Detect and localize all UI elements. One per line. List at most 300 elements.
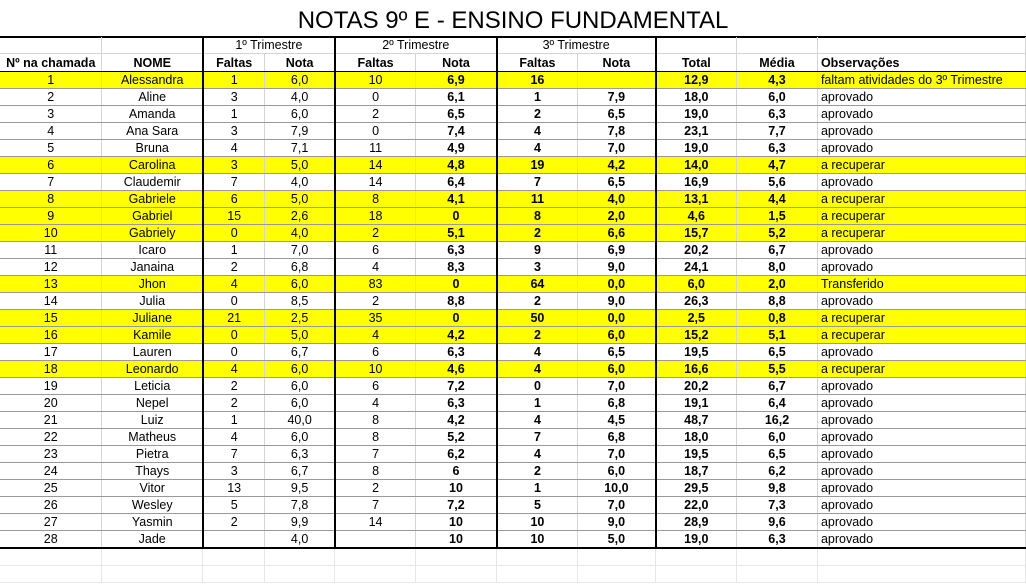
cell-observacoes: aprovado [817,174,1025,191]
header-blank-cell [0,37,102,54]
cell-nota-2: 10 [416,480,497,497]
cell-faltas-2: 7 [335,446,416,463]
empty-cell [203,566,265,583]
table-row [0,293,1026,310]
cell-nota-1: 9,5 [265,480,335,497]
cell-number: 19 [0,378,102,395]
cell-faltas-2: 4 [335,259,416,276]
table-row [0,327,1026,344]
cell-observacoes: Transferido [817,276,1025,293]
table-row [0,72,1026,89]
empty-cell [265,566,335,583]
cell-nota-1: 6,7 [265,463,335,480]
cell-nota-1: 5,0 [265,191,335,208]
trimester-header-row [0,37,1026,54]
cell-observacoes: aprovado [817,123,1025,140]
cell-faltas-2: 35 [335,310,416,327]
table-row [0,157,1026,174]
cell-nota-3: 10,0 [578,480,656,497]
table-row [0,395,1026,412]
cell-number: 8 [0,191,102,208]
cell-total: 16,9 [656,174,737,191]
cell-faltas-2: 14 [335,157,416,174]
cell-faltas-3: 2 [497,327,578,344]
cell-faltas-2: 14 [335,514,416,531]
table-row [0,378,1026,395]
cell-nota-2: 4,6 [416,361,497,378]
empty-cell [102,548,203,566]
cell-name: Julia [102,293,203,310]
cell-media: 2,0 [737,276,818,293]
cell-number: 16 [0,327,102,344]
cell-nota-2: 0 [416,310,497,327]
cell-faltas-2: 8 [335,412,416,429]
cell-nota-3: 7,0 [578,446,656,463]
cell-nota-1: 6,0 [265,395,335,412]
cell-number: 13 [0,276,102,293]
cell-faltas-2: 2 [335,225,416,242]
cell-media: 5,5 [737,361,818,378]
cell-nota-1: 6,3 [265,446,335,463]
cell-faltas-3: 4 [497,361,578,378]
table-row [0,140,1026,157]
cell-nota-3 [578,72,656,89]
table-row [0,191,1026,208]
cell-name: Ana Sara [102,123,203,140]
cell-observacoes: a recuperar [817,208,1025,225]
cell-number: 9 [0,208,102,225]
cell-nota-1: 40,0 [265,412,335,429]
empty-row [0,548,1026,566]
cell-faltas-2: 2 [335,293,416,310]
cell-nota-3: 6,5 [578,344,656,361]
cell-faltas-2: 7 [335,497,416,514]
col-header-media: Média [737,54,818,72]
cell-total: 18,0 [656,429,737,446]
empty-cell [578,566,656,583]
cell-nota-1: 6,0 [265,378,335,395]
cell-faltas-3: 9 [497,242,578,259]
empty-cell [0,548,102,566]
cell-faltas-3: 2 [497,225,578,242]
cell-number: 28 [0,531,102,549]
cell-faltas-1: 0 [203,344,265,361]
empty-cell [416,548,497,566]
cell-nota-3: 6,6 [578,225,656,242]
cell-faltas-3: 19 [497,157,578,174]
table-row [0,106,1026,123]
cell-name: Lauren [102,344,203,361]
cell-name: Claudemir [102,174,203,191]
empty-cell [203,548,265,566]
cell-total: 19,0 [656,531,737,549]
cell-observacoes: aprovado [817,378,1025,395]
cell-nota-1: 6,0 [265,106,335,123]
empty-cell [416,566,497,583]
cell-name: Juliane [102,310,203,327]
cell-total: 20,2 [656,242,737,259]
cell-total: 14,0 [656,157,737,174]
cell-faltas-1: 2 [203,378,265,395]
cell-nota-3: 4,2 [578,157,656,174]
cell-nota-3: 6,5 [578,174,656,191]
cell-observacoes: aprovado [817,480,1025,497]
cell-nota-2: 6 [416,463,497,480]
cell-name: Kamile [102,327,203,344]
cell-faltas-3: 7 [497,174,578,191]
cell-name: Leticia [102,378,203,395]
cell-observacoes: aprovado [817,463,1025,480]
table-row [0,242,1026,259]
cell-name: Jade [102,531,203,549]
cell-media: 8,0 [737,259,818,276]
cell-name: Matheus [102,429,203,446]
cell-faltas-2: 10 [335,361,416,378]
cell-observacoes: a recuperar [817,361,1025,378]
table-row [0,514,1026,531]
cell-faltas-2: 0 [335,123,416,140]
cell-nota-3: 6,0 [578,327,656,344]
empty-cell [817,566,1025,583]
cell-faltas-3: 4 [497,140,578,157]
cell-faltas-1: 7 [203,446,265,463]
cell-media: 5,2 [737,225,818,242]
table-row [0,497,1026,514]
cell-number: 5 [0,140,102,157]
cell-name: Alessandra [102,72,203,89]
cell-nota-3: 6,9 [578,242,656,259]
table-row [0,463,1026,480]
cell-faltas-2: 2 [335,106,416,123]
col-header-faltas-2: Faltas [335,54,416,72]
cell-faltas-1: 13 [203,480,265,497]
cell-nota-2: 10 [416,531,497,549]
cell-faltas-3: 2 [497,106,578,123]
cell-observacoes: a recuperar [817,327,1025,344]
cell-nota-1: 4,0 [265,89,335,106]
cell-nota-2: 7,2 [416,378,497,395]
cell-observacoes: a recuperar [817,157,1025,174]
cell-nota-1: 4,0 [265,174,335,191]
cell-name: Janaina [102,259,203,276]
cell-number: 3 [0,106,102,123]
cell-observacoes: aprovado [817,344,1025,361]
cell-media: 4,3 [737,72,818,89]
empty-cell [335,566,416,583]
cell-number: 20 [0,395,102,412]
cell-observacoes: aprovado [817,293,1025,310]
cell-nota-3: 9,0 [578,293,656,310]
empty-cell [265,548,335,566]
cell-name: Gabriely [102,225,203,242]
cell-total: 19,5 [656,446,737,463]
empty-cell [737,566,818,583]
cell-nota-2: 6,1 [416,89,497,106]
cell-faltas-2 [335,531,416,549]
cell-name: Gabriele [102,191,203,208]
cell-nota-3: 2,0 [578,208,656,225]
cell-nota-2: 5,2 [416,429,497,446]
cell-total: 4,6 [656,208,737,225]
table-row [0,429,1026,446]
cell-nota-2: 6,5 [416,106,497,123]
cell-name: Amanda [102,106,203,123]
cell-media: 8,8 [737,293,818,310]
table-row [0,412,1026,429]
cell-faltas-2: 8 [335,191,416,208]
empty-cell [0,566,102,583]
cell-observacoes: a recuperar [817,225,1025,242]
cell-faltas-3: 10 [497,531,578,549]
cell-faltas-3: 1 [497,395,578,412]
col-header-nota-2: Nota [416,54,497,72]
cell-number: 27 [0,514,102,531]
cell-faltas-3: 50 [497,310,578,327]
cell-faltas-1: 1 [203,412,265,429]
cell-total: 20,2 [656,378,737,395]
cell-observacoes: aprovado [817,140,1025,157]
cell-number: 4 [0,123,102,140]
cell-faltas-2: 14 [335,174,416,191]
cell-faltas-2: 6 [335,344,416,361]
cell-nota-2: 8,8 [416,293,497,310]
cell-total: 19,0 [656,106,737,123]
cell-total: 16,6 [656,361,737,378]
cell-media: 6,3 [737,531,818,549]
cell-faltas-3: 11 [497,191,578,208]
empty-cell [335,548,416,566]
trimester-2-header: 2º Trimestre [335,37,497,54]
cell-number: 22 [0,429,102,446]
cell-media: 0,8 [737,310,818,327]
col-header-nota-3: Nota [578,54,656,72]
cell-media: 6,3 [737,140,818,157]
cell-nota-3: 0,0 [578,310,656,327]
header-blank-cell [102,37,203,54]
cell-faltas-1: 4 [203,361,265,378]
empty-cell [817,548,1025,566]
cell-nota-3: 6,8 [578,395,656,412]
table-row [0,310,1026,327]
table-row [0,361,1026,378]
cell-faltas-3: 4 [497,344,578,361]
cell-faltas-2: 0 [335,89,416,106]
cell-nota-3: 6,5 [578,106,656,123]
cell-nota-3: 7,0 [578,378,656,395]
cell-nota-1: 6,0 [265,72,335,89]
cell-media: 1,5 [737,208,818,225]
cell-observacoes: a recuperar [817,191,1025,208]
cell-name: Icaro [102,242,203,259]
cell-faltas-2: 6 [335,378,416,395]
cell-nota-2: 0 [416,208,497,225]
cell-nota-2: 10 [416,514,497,531]
trimester-1-header: 1º Trimestre [203,37,335,54]
cell-total: 19,0 [656,140,737,157]
col-header-number: Nº na chamada [0,54,102,72]
cell-media: 6,7 [737,378,818,395]
cell-faltas-3: 1 [497,89,578,106]
cell-total: 18,7 [656,463,737,480]
cell-nota-1: 7,0 [265,242,335,259]
header-blank-cell [656,37,737,54]
table-row [0,89,1026,106]
cell-media: 6,2 [737,463,818,480]
cell-faltas-1: 1 [203,72,265,89]
empty-cell [578,548,656,566]
cell-name: Vitor [102,480,203,497]
cell-nota-3: 0,0 [578,276,656,293]
cell-media: 4,4 [737,191,818,208]
cell-observacoes: aprovado [817,497,1025,514]
cell-nota-1: 6,0 [265,361,335,378]
cell-name: Jhon [102,276,203,293]
cell-faltas-1: 21 [203,310,265,327]
cell-nota-2: 6,3 [416,242,497,259]
cell-observacoes: aprovado [817,514,1025,531]
cell-total: 12,9 [656,72,737,89]
cell-media: 7,3 [737,497,818,514]
cell-observacoes: aprovado [817,429,1025,446]
cell-number: 7 [0,174,102,191]
cell-name: Nepel [102,395,203,412]
cell-nota-1: 9,9 [265,514,335,531]
cell-name: Wesley [102,497,203,514]
cell-faltas-2: 4 [335,395,416,412]
cell-nota-3: 7,8 [578,123,656,140]
header-blank-cell [817,37,1025,54]
cell-nota-2: 0 [416,276,497,293]
cell-total: 18,0 [656,89,737,106]
cell-faltas-3: 2 [497,293,578,310]
cell-media: 6,5 [737,344,818,361]
cell-total: 6,0 [656,276,737,293]
empty-cell [102,566,203,583]
cell-observacoes: aprovado [817,531,1025,549]
grades-table [0,37,1026,583]
table-row [0,259,1026,276]
cell-number: 15 [0,310,102,327]
cell-number: 1 [0,72,102,89]
cell-nota-1: 5,0 [265,327,335,344]
sheet-title: NOTAS 9º E - ENSINO FUNDAMENTAL [297,7,729,34]
cell-nota-3: 7,0 [578,140,656,157]
cell-media: 9,6 [737,514,818,531]
cell-nota-3: 6,0 [578,361,656,378]
cell-nota-1: 7,1 [265,140,335,157]
cell-nota-3: 9,0 [578,514,656,531]
cell-faltas-2: 8 [335,463,416,480]
cell-total: 48,7 [656,412,737,429]
cell-total: 15,7 [656,225,737,242]
cell-faltas-2: 11 [335,140,416,157]
col-header-nota-1: Nota [265,54,335,72]
cell-observacoes: aprovado [817,106,1025,123]
cell-media: 6,3 [737,106,818,123]
cell-total: 24,1 [656,259,737,276]
cell-nota-2: 6,9 [416,72,497,89]
cell-faltas-1: 7 [203,174,265,191]
cell-faltas-1: 3 [203,123,265,140]
cell-faltas-1: 2 [203,395,265,412]
cell-nota-1: 7,9 [265,123,335,140]
cell-nota-3: 4,5 [578,412,656,429]
cell-nota-1: 5,0 [265,157,335,174]
cell-nota-1: 6,8 [265,259,335,276]
cell-faltas-3: 7 [497,429,578,446]
cell-number: 12 [0,259,102,276]
cell-nota-2: 8,3 [416,259,497,276]
cell-total: 19,5 [656,344,737,361]
cell-nota-3: 6,0 [578,463,656,480]
cell-faltas-1: 15 [203,208,265,225]
cell-faltas-1: 4 [203,276,265,293]
cell-media: 16,2 [737,412,818,429]
cell-nota-2: 4,9 [416,140,497,157]
table-row [0,225,1026,242]
cell-faltas-3: 5 [497,497,578,514]
table-row [0,344,1026,361]
empty-row [0,566,1026,583]
cell-nota-2: 6,3 [416,344,497,361]
cell-faltas-1: 2 [203,259,265,276]
cell-observacoes: aprovado [817,412,1025,429]
empty-cell [737,548,818,566]
cell-faltas-1: 1 [203,106,265,123]
cell-number: 18 [0,361,102,378]
cell-faltas-1: 5 [203,497,265,514]
cell-number: 24 [0,463,102,480]
cell-faltas-1: 3 [203,89,265,106]
col-header-faltas-1: Faltas [203,54,265,72]
cell-faltas-3: 16 [497,72,578,89]
cell-total: 22,0 [656,497,737,514]
cell-number: 10 [0,225,102,242]
table-row [0,276,1026,293]
cell-faltas-3: 4 [497,446,578,463]
cell-media: 7,7 [737,123,818,140]
cell-nota-2: 4,2 [416,327,497,344]
cell-nota-2: 5,1 [416,225,497,242]
cell-faltas-1: 1 [203,242,265,259]
cell-media: 4,7 [737,157,818,174]
cell-nota-2: 7,2 [416,497,497,514]
cell-name: Bruna [102,140,203,157]
cell-media: 5,1 [737,327,818,344]
cell-observacoes: faltam atividades do 3º Trimestre [817,72,1025,89]
cell-name: Pietra [102,446,203,463]
cell-faltas-3: 64 [497,276,578,293]
cell-name: Yasmin [102,514,203,531]
cell-faltas-1: 6 [203,191,265,208]
cell-nota-1: 7,8 [265,497,335,514]
cell-faltas-1: 3 [203,463,265,480]
cell-total: 13,1 [656,191,737,208]
cell-media: 5,6 [737,174,818,191]
cell-faltas-2: 6 [335,242,416,259]
table-row [0,174,1026,191]
cell-faltas-1: 4 [203,140,265,157]
cell-nota-1: 2,5 [265,310,335,327]
col-header-total: Total [656,54,737,72]
cell-faltas-2: 2 [335,480,416,497]
table-row [0,123,1026,140]
column-header-row [0,54,1026,72]
cell-nota-3: 4,0 [578,191,656,208]
cell-nota-2: 4,1 [416,191,497,208]
cell-faltas-1: 0 [203,327,265,344]
cell-faltas-3: 10 [497,514,578,531]
